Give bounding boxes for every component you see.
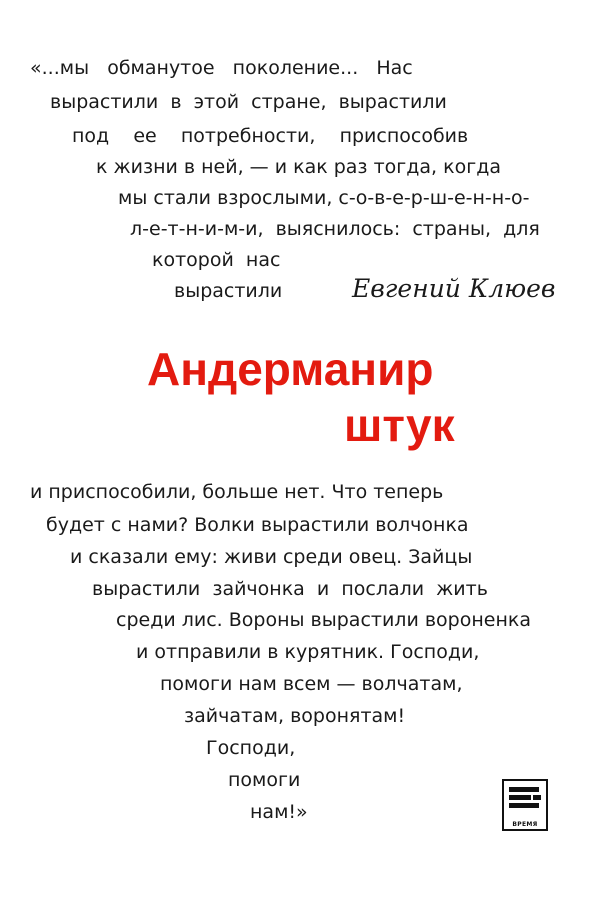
logo-bar-icon [509,787,539,792]
quote-bottom-line-11: нам!» [250,801,308,823]
logo-bar-icon [533,795,541,800]
quote-top-line-7: которой нас [152,249,281,271]
quote-bottom-line-7: помоги нам всем — волчатам, [160,673,463,695]
book-title-line-1: Андерманир [147,343,434,395]
logo-bar-icon [509,803,539,808]
publisher-logo-label: ВРЕМЯ [512,821,538,828]
quote-top-line-2: вырастили в этой стране, вырастили [50,91,447,113]
book-title-line-2: штук [344,399,455,451]
quote-bottom-line-10: помоги [228,769,301,791]
quote-top-line-3: под ее потребности, приспособив [72,125,469,147]
publisher-logo [502,779,548,831]
quote-bottom-line-4: вырастили зайчонка и послали жить [92,578,488,600]
author-name: Евгений Клюев [352,274,556,303]
quote-top-line-5: мы стали взрослыми, с-о-в-е-р-ш-е-н-н-о- [118,187,530,209]
quote-top-line-6: л-е-т-н-и-м-и, выяснилось: страны, для [130,218,540,240]
quote-bottom-line-3: и сказали ему: живи среди овец. Зайцы [70,546,473,568]
quote-bottom-line-5: среди лис. Вороны вырастили вороненка [116,609,532,631]
quote-top-line-4: к жизни в ней, — и как раз тогда, когда [96,156,501,178]
quote-bottom-line-9: Господи, [206,737,296,759]
quote-top-line-1: «...мы обманутое поколение... Нас [30,57,413,79]
quote-bottom-line-6: и отправили в курятник. Господи, [136,641,480,663]
quote-bottom-line-8: зайчатам, воронятам! [184,705,406,727]
logo-bar-icon [509,795,531,800]
quote-bottom-line-2: будет с нами? Волки вырастили волчонка [46,514,469,536]
quote-bottom-line-1: и приспособили, больше нет. Что теперь [30,481,444,503]
quote-top-line-8: вырастили [174,280,283,302]
